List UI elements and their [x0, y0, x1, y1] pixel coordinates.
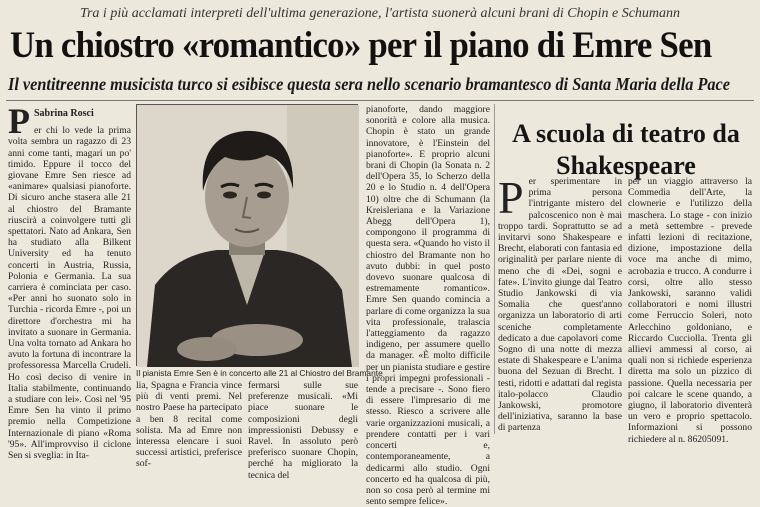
article-column-2b — [248, 380, 358, 481]
article-column-2a — [136, 380, 242, 470]
pianist-portrait-illustration — [137, 105, 359, 367]
article-column-2b-text: fermarsi sulle sue preferenze musicali. «Mi piace suonare le composizioni degli impressionisti Debussy e Ravel. In assoluto però preferisco suonare Chopin, perché ha migliorato la tecnica del — [248, 380, 358, 481]
article-column-1-text: er chi lo vede la prima volta sembra un ragazzo di 23 anni come tanti, magari un po' timido. Eppure il tocco del giovane Emre Sen riesce ad «animare» qualsiasi pianoforte. Di sicuro anche stasera alle 21 al chiostro del Bramante riuscirà a coinvolgere tutti gli spettatori. Nato ad Ankara, Sen ha studiato alla Bilkent University ed ha tenuto concerti in Austria, Russia, Polonia e Germania. La sua carriera è cominciata per caso. «Per anni ho suonato solo in Turchia - ricorda Emre -, poi un direttore d'orchestra mi ha invitato a suonare in Germania. Una volta tornato ad Ankara ho avuto la fortuna di incontrare la professoressa Marcella Crudeli. Ho così deciso di venire in Italia stabilmente, continuando a studiare con lei». Così nel '95 Emre Sen ha vinto il primo premio nella Competizione Internazionale di piano «Roma '95». All'improvviso il ciclone Sen si sveglia: in Ita- — [8, 125, 131, 462]
article-dropcap: P — [8, 101, 30, 141]
photo-caption: Il pianista Emre Sen è in concerto alle 21 al Chiostro del Bramante — [136, 368, 383, 378]
article-column-1 — [8, 101, 131, 462]
article-subhead: Il ventitreenne musicista turco si esibisce questa sera nello scenario bramantesco di Santa Maria della Pace — [8, 74, 730, 94]
article-headline: Un chiostro «romantico» per il piano di Emre Sen — [10, 25, 712, 66]
sidebar-column-2 — [628, 176, 752, 445]
sidebar-column-2-text: per un viaggio attraverso la Commedia dell'Arte, la clownerie e l'utilizzo della maschera. Lo stage - con inizio a metà settembre - prevede infatti lezioni di recitazione, dizione, impostazione della voce ma anche di mimo, acrobazia e trucco. A condurre i corsi, oltre allo stesso Jankowski, saranno validi collaboratori e nomi illustri come Ferruccio Soleri, noto Arlecchino goldoniano, e Riccardo Cucciolla. Trenta gli allievi ammessi al corso, ai quali non si richiede esperienza diretta ma solo un pizzico di passione. Quella necessaria per poi calcare le scene quando, a giugno, il laboratorio diventerà un vero e proprio spettacolo. Informazioni si possono richiedere al n. 86205091. — [628, 176, 752, 445]
sidebar-divider — [494, 104, 495, 434]
article-kicker: Tra i più acclamati interpreti dell'ultima generazione, l'artista suonerà alcuni brani di Chopin e Schumann — [79, 6, 681, 21]
article-byline: Sabrina Rosci — [34, 108, 94, 119]
sidebar-column-1 — [498, 172, 622, 434]
sidebar-column-1-text: er sperimentare in prima persona l'intrigante mistero del palcoscenico non è mai troppo tardi. Soprattutto se ad invitarvi sono Shakespeare e Brecht, elaborati con fantasia ed originalità per parlare niente di meno che di «Dei, sogni e fate». L'invito giunge dal Teatro Studio Jankowski di via Somalia che quest'anno organizza un laboratorio di arti sceniche completamente dedicato a due capolavori come Sogno di una notte di mezza estate di Shakespeare e L'anima buona del Sezuan di Brecht. I testi, ridotti e adattati dal regista italo-polacco Claudio Jankowski, promotore dell'iniziativa, saranno la base di partenza — [498, 176, 622, 434]
pianist-photo — [136, 104, 358, 366]
article-column-3-text: pianoforte, dando maggiore sonorità e colore alla musica. Chopin è stato un grande innovatore, è l'Einstein del pianoforte». E proprio alcuni brani di Chopin (la Sonata n. 2 dell'Opera 35, lo Scherzo della 20 e lo Studio n. 4 dell'Opera 10) oltre che di Schumann (la Kreisleriana e la Variazione Abegg dell'Opera 1), compongono il programma di questa sera. «Quando ho visto il chiostro del Bramante non ho avuto dubbi: in quel posto dovevo suonare qualcosa di estremamente romantico». Emre Sen quando comincia a parlare di come organizza la sua vita professionale, tralascia l'atteggiamento da ragazzo indigeno, per assumere quello da manager. «È molto difficile per un pianista studiare e gestire i propri impegni professionali - tende a precisare -. Sono fiero di essere l'impresario di me stesso. Riesco a scrivere alle varie organizzazioni musicali, a prendere contatti per i vari concerti e, contemporaneamente, a dedicarmi allo studio. Ogni concerto ed ha qualcosa di più, non so cosa però al termine mi sento sempre felice». — [366, 104, 490, 507]
sidebar-headline: A scuola di teatro da Shakespeare — [512, 119, 740, 180]
article-column-3 — [366, 104, 490, 507]
sidebar-dropcap: P — [498, 172, 524, 223]
header-rule — [6, 100, 754, 101]
article-column-2a-text: lia, Spagna e Francia vince più di venti premi. Nel nostro Paese ha partecipato a ben 8 recital come solista. Ma ad Emre non interessa elencare i suoi successi artistici, preferisce sof- — [136, 380, 242, 470]
